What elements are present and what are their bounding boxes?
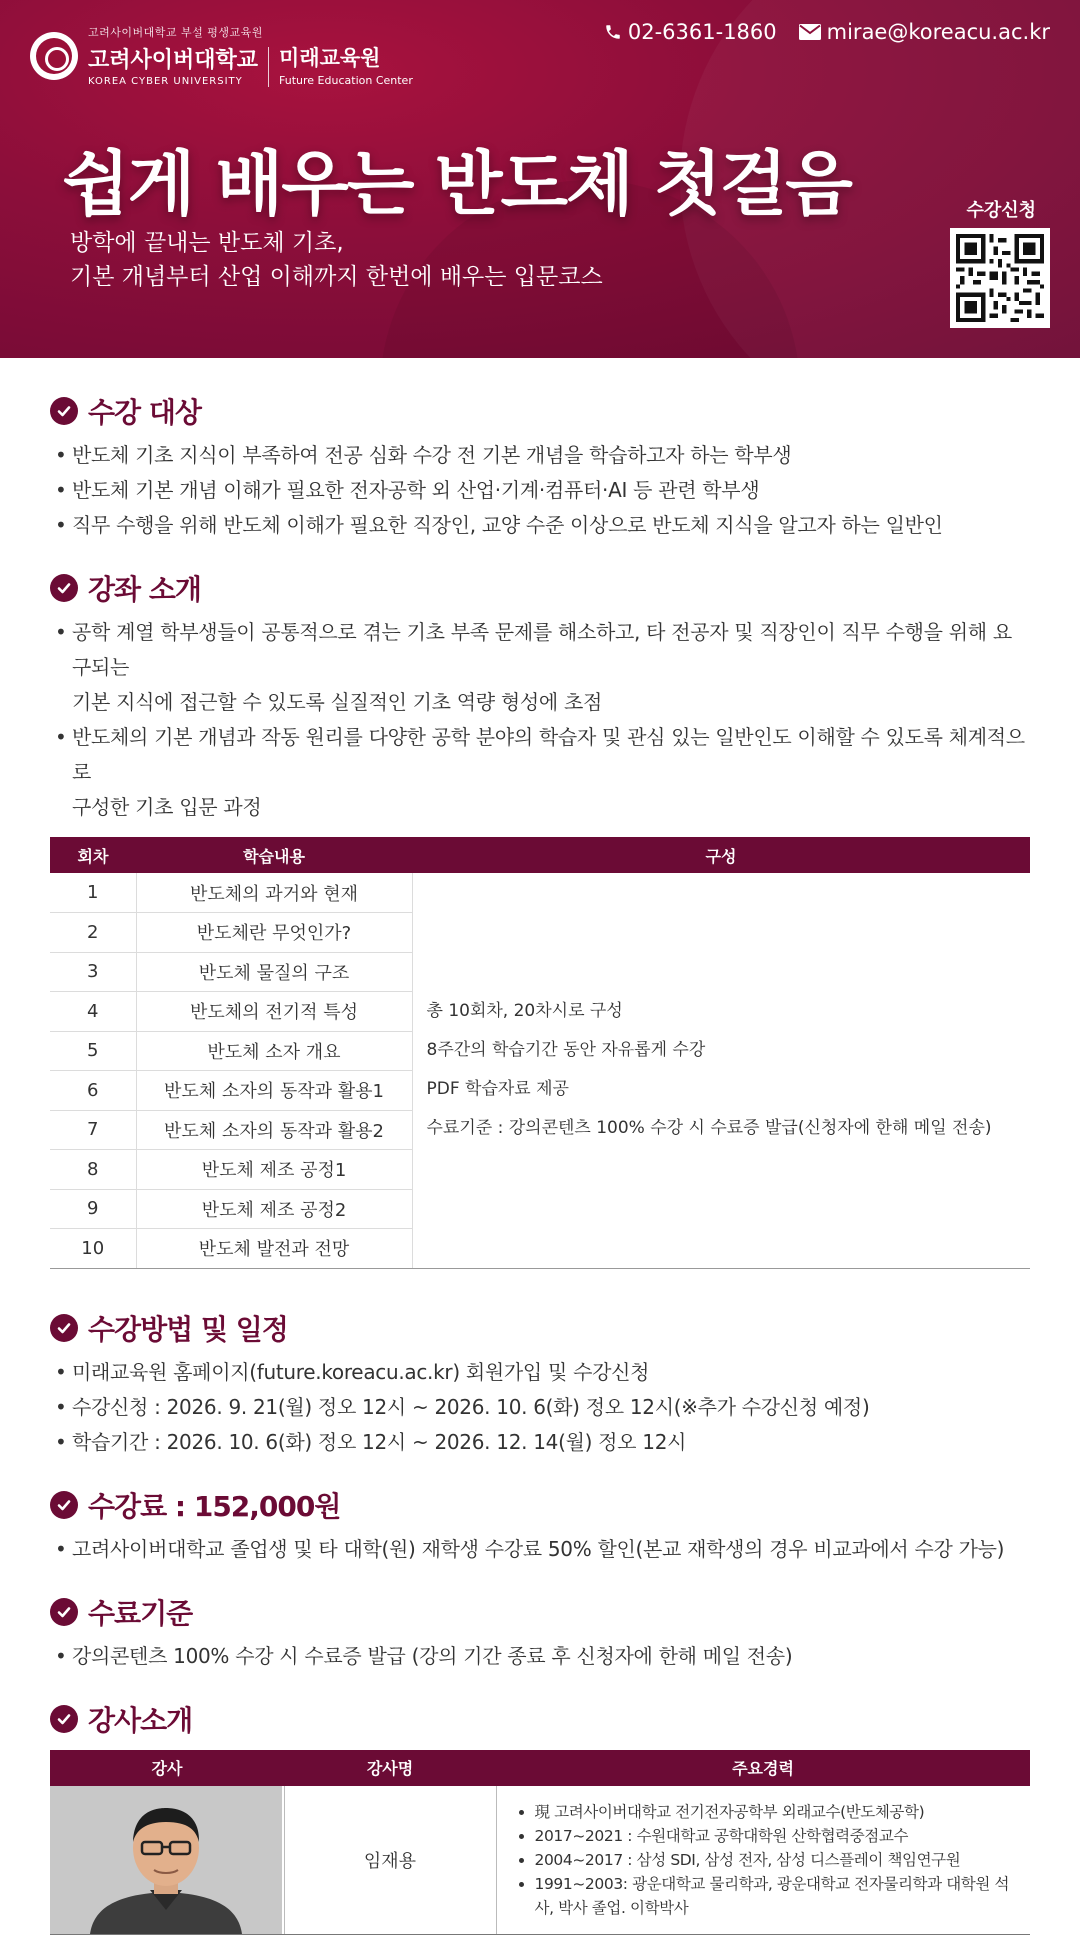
session-content: 반도체란 무엇인가?: [136, 913, 412, 953]
section-title-instructor: [50, 1696, 1030, 1742]
section-title-target: [50, 388, 1030, 434]
session-content: 반도체 소자 개요: [136, 1031, 412, 1071]
list-item: • 강의콘텐츠 100% 수강 시 수료증 발급 (강의 기간 종료 후 신청자에 한해 메일 전송): [50, 1639, 1030, 1674]
page-title: 쉽게 배우는 반도체 첫걸음: [62, 143, 851, 225]
career-item: • 2017~2021 : 수원대학교 공학대학원 산학협력중점교수: [535, 1824, 1015, 1848]
instructor-photo: [50, 1786, 282, 1934]
session-content: 반도체 소자의 동작과 활용1: [136, 1071, 412, 1111]
session-number: 2: [50, 913, 136, 953]
hero-banner: [0, 0, 1080, 358]
university-emblem-icon: [30, 32, 78, 80]
instructor-photo-cell: [50, 1786, 284, 1935]
list-item: • 반도체 기초 지식이 부족하여 전공 심화 수강 전 기본 개념을 학습하고자 하는 학부생: [50, 438, 1030, 473]
phone-contact[interactable]: [604, 20, 777, 44]
composition-line: 총 10회차, 20차시로 구성: [426, 1001, 623, 1022]
check-circle-icon: [50, 1598, 78, 1626]
session-content: 반도체 발전과 전망: [136, 1229, 412, 1269]
session-content: 반도체 제조 공정2: [136, 1189, 412, 1229]
career-item: • 現 고려사이버대학교 전기전자공학부 외래교수(반도체공학): [535, 1800, 1015, 1824]
list-item: • 미래교육원 홈페이지(future.koreacu.ac.kr) 회원가입 및 수강신청: [50, 1355, 1030, 1390]
section-title-text: 수강료 : 152,000원: [88, 1489, 341, 1523]
list-item-line: 구성한 기초 입문 과정: [72, 795, 262, 819]
table-header-row: [50, 1750, 1030, 1786]
session-number: 8: [50, 1150, 136, 1190]
check-circle-icon: [50, 397, 78, 425]
qr-code-icon: [956, 234, 1044, 322]
instructor-career-cell: [496, 1786, 1030, 1935]
list-item: • 수강신청 : 2026. 9. 21(월) 정오 12시 ~ 2026. 10. 6(화) 정오 12시(※추가 수강신청 예정): [50, 1390, 1030, 1425]
check-circle-icon: [50, 1314, 78, 1342]
table-row: [50, 1786, 1030, 1935]
session-content: 반도체의 과거와 현재: [136, 873, 412, 913]
column-header: 회차: [50, 837, 136, 873]
session-number: 4: [50, 992, 136, 1032]
table-row: [50, 873, 1030, 913]
column-header: 주요경력: [496, 1750, 1030, 1786]
org-subtitle: 고려사이버대학교 부설 평생교육원: [88, 26, 263, 39]
phone-icon: [604, 22, 622, 42]
session-number: 5: [50, 1031, 136, 1071]
section-title-intro: [50, 565, 1030, 611]
session-content: 반도체 제조 공정1: [136, 1150, 412, 1190]
session-content: 반도체의 전기적 특성: [136, 992, 412, 1032]
column-header: 구성: [412, 837, 1030, 873]
mail-icon: [799, 24, 821, 40]
logo-divider: [268, 47, 269, 87]
registration-qr-code[interactable]: [950, 228, 1050, 328]
email-contact[interactable]: [799, 20, 1050, 44]
section-title-text: 수강방법 및 일정: [88, 1312, 288, 1346]
session-number: 1: [50, 873, 136, 913]
list-item-line: • 공학 계열 학부생들이 공통적으로 겪는 기초 부족 문제를 해소하고, 타 전공자 및 직장인이 직무 수행을 위해 요구되는: [72, 620, 1012, 679]
composition-line: PDF 학습자료 제공: [426, 1079, 569, 1100]
career-item: • 1991~2003: 광운대학교 물리학과, 광운대학교 전자물리학과 대학원 석사, 박사 졸업. 이학박사: [535, 1872, 1015, 1920]
list-item: • 직무 수행을 위해 반도체 이해가 필요한 직장인, 교양 수준 이상으로 반도체 지식을 알고자 하는 일반인: [50, 508, 1030, 543]
subtitle-line: 방학에 끝내는 반도체 기초,: [70, 230, 344, 256]
qr-label: 수강신청: [966, 200, 1036, 221]
university-name: 고려사이버대학교: [88, 48, 259, 73]
instructor-name: 임재용: [284, 1786, 496, 1935]
list-item: • 반도체 기본 개념 이해가 필요한 전자공학 외 산업·기계·컴퓨터·AI 등 관련 학부생: [50, 473, 1030, 508]
list-item-line: • 반도체의 기본 개념과 작동 원리를 다양한 공학 분야의 학습자 및 관심 있는 일반인도 이해할 수 있도록 체계적으로: [72, 725, 1025, 784]
session-number: 7: [50, 1110, 136, 1150]
section-title-text: 강사소개: [88, 1703, 193, 1737]
check-circle-icon: [50, 1705, 78, 1733]
session-content: 반도체 물질의 구조: [136, 952, 412, 992]
list-item: • 학습기간 : 2026. 10. 6(화) 정오 12시 ~ 2026. 12. 14(월) 정오 12시: [50, 1425, 1030, 1460]
main-content: [50, 388, 1030, 1935]
section-title-text: 강좌 소개: [88, 573, 201, 606]
section-title-criteria: [50, 1589, 1030, 1635]
section-title-text: 수강 대상: [88, 396, 201, 429]
career-item: • 2004~2017 : 삼성 SDI, 삼성 전자, 삼성 디스플레이 책임연구원: [535, 1848, 1015, 1872]
check-circle-icon: [50, 574, 78, 602]
email-address: mirae@koreacu.ac.kr: [826, 20, 1050, 44]
table-header-row: [50, 837, 1030, 873]
column-header: 강사명: [284, 1750, 496, 1786]
list-item: [50, 615, 1030, 720]
list-item: • 고려사이버대학교 졸업생 및 타 대학(원) 재학생 수강료 50% 할인(본교 재학생의 경우 비교과에서 수강 가능): [50, 1532, 1030, 1567]
section-title-text: 수료기준: [88, 1596, 193, 1630]
composition-line: 8주간의 학습기간 동안 자유롭게 수강: [426, 1040, 706, 1061]
university-logo[interactable]: [30, 24, 413, 87]
contact-info: [582, 20, 1050, 44]
curriculum-table: [50, 837, 1030, 1269]
list-item: [50, 720, 1030, 825]
column-header: 강사: [50, 1750, 284, 1786]
university-name-en: KOREA CYBER UNIVERSITY: [88, 76, 243, 87]
session-number: 9: [50, 1189, 136, 1229]
section-title-fee: [50, 1482, 1030, 1528]
center-name-en: Future Education Center: [279, 74, 413, 87]
composition-cell: [412, 873, 1030, 1268]
list-item-line: 기본 지식에 접근할 수 있도록 실질적인 기초 역량 형성에 초점: [72, 690, 603, 714]
session-number: 10: [50, 1229, 136, 1269]
session-number: 3: [50, 952, 136, 992]
composition-line: 수료기준 : 강의콘텐츠 100% 수강 시 수료증 발급(신청자에 한해 메일 전송): [426, 1118, 992, 1139]
instructor-table: [50, 1750, 1030, 1935]
subtitle-line: 기본 개념부터 산업 이해까지 한번에 배우는 입문코스: [70, 264, 603, 290]
phone-number: 02-6361-1860: [627, 20, 777, 44]
session-content: 반도체 소자의 동작과 활용2: [136, 1110, 412, 1150]
column-header: 학습내용: [136, 837, 412, 873]
session-number: 6: [50, 1071, 136, 1111]
page-subtitle: [70, 226, 603, 294]
section-title-method: [50, 1305, 1030, 1351]
person-portrait-icon: [50, 1786, 282, 1934]
center-name: 미래교육원: [279, 46, 381, 70]
check-circle-icon: [50, 1491, 78, 1519]
